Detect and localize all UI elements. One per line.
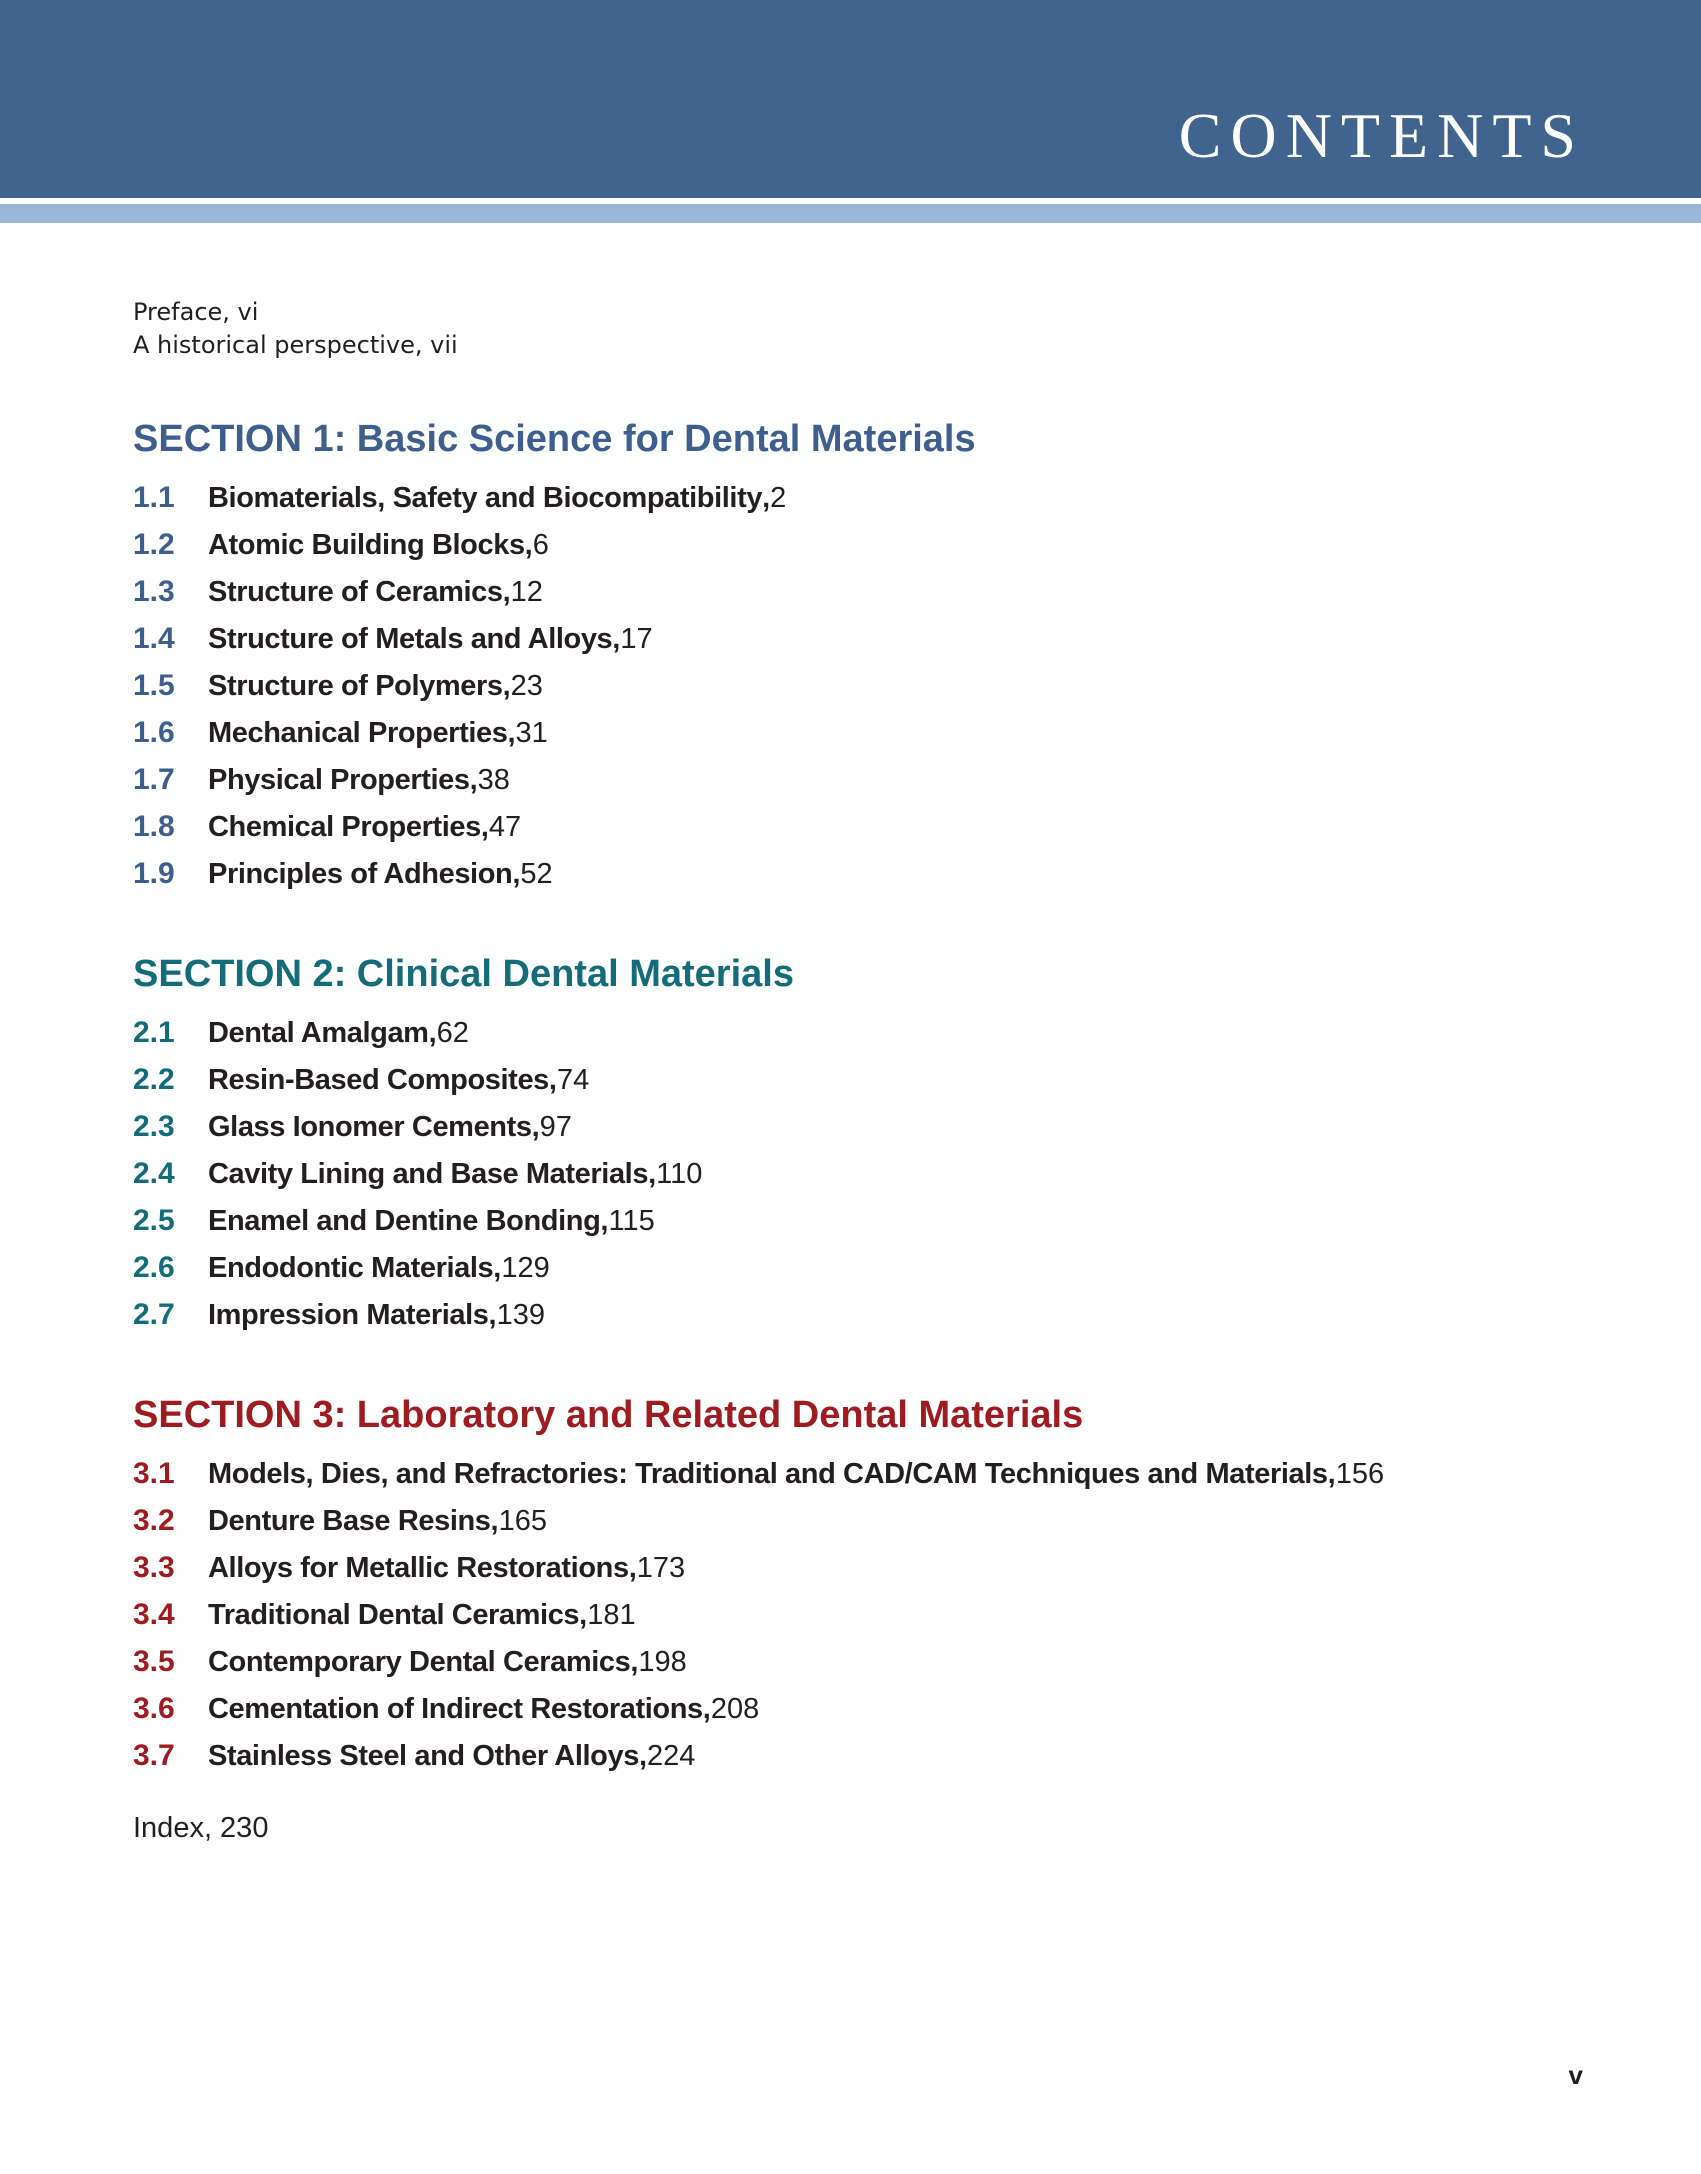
front-matter-item-historical-perspective[interactable]: A historical perspective, vii [133,331,458,359]
entry-title: Contemporary Dental Ceramics [208,1646,631,1678]
toc-entry[interactable] [133,709,1613,756]
entry-title: Models, Dies, and Refractories: Traditional and CAD/CAM Techniques and Materials [208,1458,1328,1490]
entry-number: 2.2 [133,1063,175,1096]
entry-page: 173 [636,1552,686,1584]
entry-title: Enamel and Dentine Bonding [208,1205,601,1237]
entry-separator: , [1327,1458,1336,1490]
entry-number: 1.7 [133,763,175,796]
entry-number: 1.4 [133,622,175,655]
entry-separator: , [490,1505,499,1537]
entry-number: 3.6 [133,1692,175,1725]
entry-title: Dental Amalgam [208,1017,429,1049]
toc-entry[interactable] [133,756,1613,803]
entry-page: 38 [477,764,510,796]
entry-page: 23 [510,670,543,702]
entry-title: Structure of Metals and Alloys [208,623,613,655]
header-band [0,0,1701,198]
table-of-contents [133,296,1613,1852]
toc-entry[interactable] [133,1450,1613,1497]
entry-number: 3.5 [133,1645,175,1678]
toc-entry[interactable] [133,521,1613,568]
entry-number: 2.7 [133,1298,175,1331]
entry-number: 1.5 [133,669,175,702]
section-entry-list [133,1450,1613,1779]
section-entry-list [133,1009,1613,1338]
entry-title: Atomic Building Blocks [208,529,525,561]
entry-page: 165 [498,1505,547,1537]
entry-title: Resin-Based Composites [208,1064,549,1096]
entry-separator: , [548,1064,557,1096]
entry-separator: , [507,717,516,749]
entry-title: Cementation of Indirect Restorations [208,1693,703,1725]
toc-entry[interactable] [133,850,1613,897]
entry-page: 12 [510,576,543,608]
entry-title: Stainless Steel and Other Alloys [208,1740,639,1772]
entry-separator: , [502,576,511,608]
entry-number: 1.2 [133,528,175,561]
entry-number: 2.3 [133,1110,175,1143]
entry-page: 110 [656,1158,703,1190]
entry-number: 2.6 [133,1251,175,1284]
entry-separator: , [428,1017,437,1049]
entry-title: Structure of Ceramics [208,576,503,608]
entry-number: 3.1 [133,1457,175,1490]
toc-entry[interactable] [133,1685,1613,1732]
toc-entry[interactable] [133,662,1613,709]
entry-title: Physical Properties [208,764,470,796]
entry-number: 3.2 [133,1504,175,1537]
entry-page: 97 [539,1111,572,1143]
entry-page: 52 [520,858,553,890]
entry-separator: , [524,529,533,561]
entry-separator: , [512,858,521,890]
toc-entry[interactable] [133,1291,1613,1338]
entry-page: 31 [515,717,548,749]
entry-number: 2.4 [133,1157,175,1190]
entry-page: 224 [647,1740,696,1772]
entry-separator: , [638,1740,647,1772]
entry-number: 3.3 [133,1551,175,1584]
entry-page: 181 [587,1599,636,1631]
entry-separator: , [579,1599,588,1631]
entry-page: 198 [638,1646,687,1678]
toc-entry[interactable] [133,474,1613,521]
toc-entry[interactable] [133,1638,1613,1685]
header-accent-rule [0,204,1701,223]
entry-separator: , [630,1646,639,1678]
entry-number: 3.4 [133,1598,175,1631]
toc-entry[interactable] [133,1591,1613,1638]
page-title: CONTENTS [1178,100,1585,171]
entry-number: 1.6 [133,716,175,749]
entry-separator: , [612,623,621,655]
toc-entry[interactable] [133,1056,1613,1103]
entry-title: Alloys for Metallic Restorations [208,1552,629,1584]
toc-entry[interactable] [133,1544,1613,1591]
entry-page: 129 [501,1252,550,1284]
entry-separator: , [502,670,511,702]
entry-title: Chemical Properties [208,811,481,843]
index-entry[interactable]: Index, 230 [133,1812,269,1844]
toc-entry[interactable] [133,803,1613,850]
entry-number: 1.1 [133,481,175,514]
front-matter-item-preface[interactable]: Preface, vi [133,298,259,326]
entry-page: 208 [710,1693,760,1725]
page-number: v [1568,2060,1583,2090]
entry-title: Endodontic Materials [208,1252,494,1284]
entry-number: 1.8 [133,810,175,843]
toc-entry[interactable] [133,1103,1613,1150]
entry-page: 74 [556,1064,590,1096]
entry-separator: , [531,1111,540,1143]
toc-entry[interactable] [133,1244,1613,1291]
entry-page: 47 [488,811,522,843]
entry-separator: , [480,811,489,843]
entry-number: 1.3 [133,575,175,608]
entry-separator: , [628,1552,637,1584]
front-matter [133,296,1613,362]
entry-title: Biomaterials, Safety and Biocompatibility [208,482,763,514]
entry-title: Structure of Polymers [208,670,503,702]
entry-title: Traditional Dental Ceramics [208,1599,580,1631]
toc-entry[interactable] [133,1197,1613,1244]
entry-separator: , [762,482,771,514]
entry-page: 156 [1335,1458,1385,1490]
section-heading: SECTION 1: Basic Science for Dental Materials [133,418,976,460]
entry-title: Cavity Lining and Base Materials [208,1158,649,1190]
entry-separator: , [702,1693,711,1725]
entry-number: 1.9 [133,857,175,890]
section-2 [133,947,1613,1338]
section-1 [133,412,1613,897]
entry-separator: , [648,1158,657,1190]
entry-separator: , [600,1205,609,1237]
toc-entry[interactable] [133,615,1613,662]
entry-page: 17 [620,623,653,655]
entry-separator: , [469,764,478,796]
toc-entry[interactable] [133,1497,1613,1544]
entry-page: 2 [770,482,787,514]
entry-title: Mechanical Properties [208,717,508,749]
entry-page: 115 [608,1205,655,1237]
entry-title: Principles of Adhesion [208,858,513,890]
section-heading: SECTION 2: Clinical Dental Materials [133,953,794,995]
entry-separator: , [488,1299,497,1331]
entry-page: 6 [532,529,549,561]
section-entry-list [133,474,1613,897]
entry-title: Glass Ionomer Cements [208,1111,532,1143]
section-3 [133,1388,1613,1779]
entry-number: 2.5 [133,1204,175,1237]
entry-number: 3.7 [133,1739,175,1772]
entry-page: 62 [436,1017,469,1049]
entry-title: Denture Base Resins [208,1505,491,1537]
toc-entry[interactable] [133,1732,1613,1779]
entry-title: Impression Materials [208,1299,489,1331]
toc-entry[interactable] [133,568,1613,615]
entry-number: 2.1 [133,1016,175,1049]
section-heading: SECTION 3: Laboratory and Related Dental Materials [133,1394,1084,1436]
entry-page: 139 [496,1299,545,1331]
toc-entry[interactable] [133,1009,1613,1056]
toc-entry[interactable] [133,1150,1613,1197]
entry-separator: , [493,1252,502,1284]
